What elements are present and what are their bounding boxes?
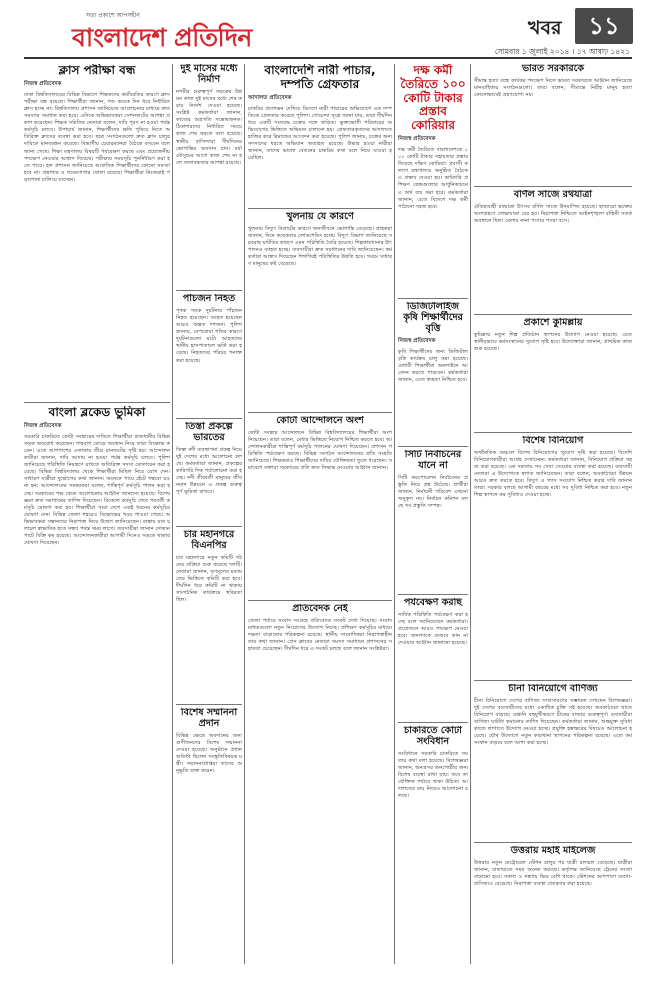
article — [474, 190, 632, 310]
article-headline: বিশেষ সম্মাননা প্রদান — [180, 708, 238, 729]
article-headline: দুই মাসের মধ্যে নির্মাণ — [180, 64, 238, 85]
article-body: সীমান্ত হত্যা বন্ধে কার্যকর পদক্ষেপ নিতে ভারত সরকারকে আহ্বান জানিয়েছে মানবাধিকার সংগঠনগুলো। তারা বলেন, সীমান্তে নিরীহ মানুষ হত্যা কোনোভাবেই গ্রহণযোগ্য নয়। — [474, 77, 632, 99]
article — [398, 450, 468, 590]
article-body: খুলনায় বিদ্যুৎ বিভ্রাটের কারণে জনজীবনে ভোগান্তি বেড়েছে। গ্রাহকরা জানান, দিনে কয়েকবার লোডশেডিং হচ্ছে। বিদ্যুৎ বিভাগ জানিয়েছে সরবরাহ ঘাটতির কারণে এমন পরিস্থিতি তৈরি হয়েছে। শিল্পকারখানার উৎপাদনও ব্যাহত হচ্ছে। ব্যবসায়ীরা দ্রুত সমাধানের দাবি জানিয়েছেন। কর্মকর্তারা আশ্বাস দিয়েছেন শিগগিরই পরিস্থিতির উন্নতি হবে। গরমে সাধারণ মানুষের কষ্ট বেড়েছে। — [248, 225, 392, 268]
article-body: ঐতিহ্যবাহী রথযাত্রা উৎসব বর্ণিল সাজে উদযাপিত হয়েছে। হাজারো ভক্তের অংশগ্রহণে শোভাযাত্রা বের হয়। নিরাপত্তা নিশ্চিতে আইনশৃঙ্খলা বাহিনী সতর্ক অবস্থানে ছিল। মেলায় নানা পণ্যের পসরা বসে। — [474, 203, 632, 225]
article — [248, 604, 392, 966]
article-divider — [176, 418, 242, 419]
article-divider — [474, 842, 632, 843]
article-headline: উত্তরায় মহাই মাইলেজ — [510, 846, 596, 856]
article-divider — [176, 704, 242, 705]
article-body: চাকরির প্রলোভন দেখিয়ে বিদেশে নারী পাচারের অভিযোগে এক দম্পতিকে গ্রেফতার করেছে পুলিশ। গোয়েন্দা সূত্রে জানা যায়, তারা দীর্ঘদিন ধরে একটি সংঘবদ্ধ চক্রের সঙ্গে জড়িত। ভুক্তভোগী পরিবারের অভিযোগের ভিত্তিতে অভিযান চালানো হয়। গ্রেফতারকৃতদের আদালতে হাজির করে রিমান্ডের আবেদন করা হয়েছে। পুলিশ জানায়, চক্রের অন্য সদস্যদের ধরতে অভিযান অব্যাহত রয়েছে। উদ্ধার হওয়া নারীরা জানান, তাদের ভালো বেতনের চাকরির কথা বলে নিয়ে যাওয়া হয়েছিল। — [248, 105, 392, 162]
article — [474, 684, 632, 838]
article-headline: ক্লাস পরীক্ষা বন্ধ — [58, 64, 136, 77]
article-body: সার্বিক পরিস্থিতি পর্যবেক্ষণ করা হচ্ছে বলে জানিয়েছেন কর্মকর্তারা। প্রয়োজনে আরও পদক্ষেপ নেওয়া হবে। জনগণকে গুজবে কান না দেওয়ার আহ্বান জানানো হয়েছে। — [398, 611, 468, 647]
date-line: সোমবার ১ জুলাই ২০১৪ । ১৭ আষাঢ় ১৪২১ — [494, 47, 630, 56]
article-divider — [248, 208, 392, 209]
article-divider — [474, 314, 632, 315]
article-headline: দক্ষ কর্মী তৈরিতে ১০০ কোটি টাকার প্রস্তাব কোরিয়ার — [400, 64, 466, 133]
logo-tagline: সত্য প্রকাশে আপসহীন — [86, 12, 140, 19]
article-byline: নিজস্ব প্রতিবেদক — [398, 337, 436, 344]
article — [398, 726, 468, 966]
article — [176, 294, 242, 414]
article-body: কোটা সংস্কার আন্দোলনে বিভিন্ন বিশ্ববিদ্যালয়ের শিক্ষার্থীরা অংশ নিয়েছেন। তারা বলেন, মেধার ভিত্তিতে নিয়োগ নিশ্চিত করতে হবে। আন্দোলনকারীরা শান্তিপূর্ণ কর্মসূচি পালনের ঘোষণা দিয়েছেন। প্রশাসন পরিস্থিতি পর্যবেক্ষণ করছে। বিভিন্ন সংগঠন আন্দোলনের প্রতি সংহতি জানিয়েছে। শিক্ষকরাও শিক্ষার্থীদের দাবির যৌক্তিকতা তুলে ধরেছেন। সমাবেশে বক্তারা সরকারের প্রতি দ্রুত সিদ্ধান্ত নেওয়ার আহ্বান জানান। — [248, 429, 392, 472]
column-rule — [172, 64, 173, 964]
article-divider — [474, 432, 632, 433]
section-label: খবর — [528, 17, 562, 39]
article — [176, 422, 242, 522]
logo-text: বাংলাদেশ প্রতিদিন — [72, 23, 252, 52]
article-headline: বিশেষ বিনিয়োগ — [522, 436, 584, 446]
article-body: কুমিল্লায় নতুন শিল্প প্রতিষ্ঠান স্থাপনের উদ্যোগ নেওয়া হয়েছে। এতে স্থানীয়ভাবে কর্মসংস্থানের সুযোগ সৃষ্টি হবে। উদ্যোক্তারা জানান, প্রাথমিক কাজ শুরু হয়েছে। — [474, 331, 632, 353]
article-headline: বাংলা ব্লকেড ভুমিকা — [48, 406, 146, 419]
article-body: কৃষি শিক্ষার্থীদের জন্য ডিজিটাল বৃত্তি কার্যক্রম চালু করা হয়েছে। মেধাবী শিক্ষার্থীরা অনলাইনে আবেদন করতে পারবেন। কর্মকর্তারা জানান, এতে স্বচ্ছতা নিশ্চিত হবে। — [398, 348, 468, 384]
article-headline: প্রতিবেদক নেই — [292, 604, 348, 614]
column-rule — [470, 64, 471, 964]
article-headline: বাংলাদেশি নারী পাচার, দম্পতি গ্রেফতার — [264, 64, 376, 91]
article — [176, 530, 242, 700]
article-divider — [176, 526, 242, 527]
article — [474, 318, 632, 428]
article-byline: নিজস্ব প্রতিবেদক — [24, 80, 62, 87]
article-headline: বর্ণিল সাজে রথযাত্রা — [513, 190, 593, 200]
article-body: চার মহানগরে নতুন কমিটি গঠনের প্রক্রিয়া শুরু করেছে দলটি। নেতারা জানান, তৃণমূলের মতামতের ভিত্তিতে কমিটি করা হবে। দীর্ঘদিন ধরে কমিটি না থাকায় সাংগঠনিক কার্যক্রমে স্থবিরতা ছিল। — [176, 554, 242, 604]
article-divider — [248, 412, 392, 413]
article-divider — [474, 186, 632, 187]
article — [398, 302, 468, 442]
article — [248, 64, 392, 204]
article — [248, 416, 392, 596]
article-headline: প্রকাশে কুমিল্লায় — [523, 318, 583, 328]
article — [474, 436, 632, 676]
logo — [72, 10, 252, 52]
masthead — [0, 0, 650, 58]
article-headline: পাঁচজন নিহত — [182, 294, 236, 304]
article-body: বিভিন্ন ক্ষেত্রে অবদানের জন্য গুণীজনদের বিশেষ সম্মাননা দেওয়া হয়েছে। অনুষ্ঠানে প্রধান অতিথি ছিলেন সংস্কৃতিবিষয়ক মন্ত্রী। সম্মাননাপ্রাপ্তরা তাদের অনুভূতি ব্যক্ত করেন। — [176, 732, 242, 775]
article — [398, 64, 468, 254]
article-body: অর্থনৈতিক অঞ্চলে বিশেষ বিনিয়োগের সুযোগ সৃষ্টি করা হয়েছে। বিদেশি বিনিয়োগকারীরা আগ্রহ দেখাচ্ছেন। কর্মকর্তারা জানান, বিনিয়োগ প্রক্রিয়া সহজ করা হয়েছে। এক দরজায় সব সেবা দেওয়ার ব্যবস্থা করা হয়েছে। ব্যবসায়ী নেতারা এ উদ্যোগকে স্বাগত জানিয়েছেন। তারা বলেন, অবকাঠামো উন্নয়ন আরও দ্রুত করতে হবে। বিদ্যুৎ ও গ্যাস সংযোগ নিশ্চিত করার দাবি জানান তারা। সরকার বলছে আগামী বছরের মধ্যে সব সুবিধা নিশ্চিত করা হবে। নতুন শিল্প স্থাপনে কর সুবিধাও দেওয়া হচ্ছে। — [474, 449, 632, 499]
article-divider — [398, 446, 468, 447]
article-body: উত্তরায় নতুন মেট্রোরেল স্টেশন চালুর পর যাত্রী চলাচল বেড়েছে। যাত্রীরা জানান, যাতায়াতে সময় অনেক কমেছে। কর্তৃপক্ষ জানিয়েছে ট্রেনের সংখ্যা বাড়ানো হবে। সকাল ও সন্ধ্যায় ভিড় বেশি থাকে। স্টেশনের আশপাশে ব্যবসা-বাণিজ্যও বেড়েছে। নিরাপত্তা ব্যবস্থা জোরদার করা হয়েছে। — [474, 859, 632, 888]
masthead-rule — [24, 57, 632, 59]
article-headline: তিস্তা প্রকল্পে ভারতের — [185, 422, 233, 443]
article-body: তিস্তা নদী ব্যবস্থাপনা প্রকল্প নিয়ে দুই দেশের মধ্যে আলোচনা চলছে। কর্মকর্তারা জানান, প্রকল্পের কারিগরি দিক পর্যালোচনা করা হচ্ছে। নদী তীরবর্তী মানুষের জীবনমান উন্নয়নে এ প্রকল্প গুরুত্বপূর্ণ ভূমিকা রাখবে। — [176, 446, 242, 496]
article-body: সিটি করপোরেশন নির্বাচনের প্রস্তুতি নিয়ে প্রশ্ন উঠেছে। প্রার্থীরা জানান, নির্বাচনী পরিবেশ এখনো অনুকূল নয়। নির্বাচন কমিশন বলছে সব প্রস্তুতি সম্পন্ন। — [398, 474, 468, 510]
article-headline: চার মহানগরে বিএনপির — [183, 530, 235, 551]
article — [24, 64, 170, 396]
column-rule — [244, 64, 245, 964]
column-rule — [394, 64, 395, 964]
article-body: সংবিধানে সরকারি চাকরিতে সমতার কথা বলা হয়েছে। বিশেষজ্ঞরা জানান, অনগ্রসর জনগোষ্ঠীর জন্য বিশেষ ব্যবস্থা রাখা যায়। তবে তা যৌক্তিক পর্যায়ে থাকা উচিত। আদালতের রায় নিয়েও আলোচনা চলছে। — [398, 750, 468, 800]
article-headline: ডিজিটালাইজ কৃষি শিক্ষার্থীদের বৃত্তি — [403, 302, 463, 334]
article-body: জেলা পর্যায়ে সংবাদ সংগ্রহে প্রতিবেদক সংকট দেখা দিয়েছে। সংবাদমাধ্যমগুলো নতুন নিয়োগের উদ্যোগ নিচ্ছে। প্রশিক্ষণ কর্মসূচির মাধ্যমে দক্ষতা বাড়ানোর পরিকল্পনা রয়েছে। স্থানীয় সাংবাদিকরা নিরাপত্তাহীনতার কথা জানান। প্রেস ক্লাবের নেতারা সমস্যা সমাধানে প্রশাসনের সহায়তা চেয়েছেন। দীর্ঘদিন ধরে এ সংকট চলছে বলে জানান সংশ্লিষ্টরা। — [248, 617, 392, 653]
article-divider — [398, 722, 468, 723]
article-body: চীনা বিনিয়োগে দেশের বাণিজ্য সম্প্রসারণের সম্ভাবনা দেখছেন বিশেষজ্ঞরা। দুই দেশের ব্যবসায়ীদের মধ্যে একাধিক চুক্তি সই হয়েছে। অবকাঠামো খাতে বিনিয়োগ বাড়ছে। রপ্তানি বহুমুখীকরণে চীনের বাজার গুরুত্বপূর্ণ। ব্যবসায়ীরা বাণিজ্য ঘাটতি কমানোর তাগিদ দিয়েছেন। কর্মকর্তারা জানান, শুল্কমুক্ত সুবিধা কাজে লাগাতে উদ্যোগ নেওয়া হচ্ছে। প্রযুক্তি হস্তান্তরের বিষয়েও আলোচনা হয়েছে। যৌথ উদ্যোগে নতুন কারখানা স্থাপনের পরিকল্পনা রয়েছে। এতে কর্মসংস্থান বাড়বে বলে আশা করা হচ্ছে। — [474, 697, 632, 747]
article-divider — [24, 402, 170, 403]
article-body: নগরীর গুরুত্বপূর্ণ সড়কের উন্নয়ন কাজ দুই মাসের মধ্যে শেষ করার নির্দেশ দেওয়া হয়েছে। সংশ্লিষ্ট কর্মকর্তারা জানান, কাজের অগ্রগতি সন্তোষজনক। ঠিকাদারদের নির্ধারিত সময়ে কাজ শেষ করতে বলা হয়েছে। স্থানীয় বাসিন্দারা দীর্ঘদিনের ভোগান্তির অবসান চান। বর্ষা মৌসুমের আগে কাজ শেষ না হলে জলাবদ্ধতার আশঙ্কা রয়েছে। — [176, 88, 242, 166]
article-divider — [398, 594, 468, 595]
article — [398, 598, 468, 718]
article-byline: নিজস্ব প্রতিবেদক — [398, 135, 436, 142]
article-headline: ভারত সরকারকে — [521, 64, 585, 74]
article-byline: নিজস্ব প্রতিবেদক — [24, 422, 62, 429]
article-byline: আদালত প্রতিবেদক — [248, 94, 292, 101]
article-headline: চীনা বিনিয়োগে বাণিজ্য — [508, 684, 598, 694]
article-headline: সিটি নির্বাচনের যানে না — [404, 450, 462, 471]
page-number-badge: ১১ — [575, 8, 633, 44]
article — [24, 406, 170, 966]
article — [176, 64, 242, 286]
article-divider — [398, 298, 468, 299]
article — [176, 708, 242, 966]
article-body: ঢাকা বিশ্ববিদ্যালয়ের বিভিন্ন বিভাগে শিক্ষকদের কর্মবিরতির কারণে ক্লাস পরীক্ষা বন্ধ রয়েছে। শিক্ষার্থীরা জানান, গত কয়েক দিন ধরে নির্ধারিত ক্লাস হচ্ছে না। বিশ্ববিদ্যালয় প্রশাসন জানিয়েছে আলোচনার মাধ্যমে দ্রুত সমস্যার সমাধান করা হবে। এদিকে অভিভাবকরা সেশনজটের আশঙ্কা প্রকাশ করেছেন। শিক্ষক সমিতির নেতারা বলেন, দাবি পূরণ না হওয়া পর্যন্ত কর্মসূচি চলবে। উপাচার্য জানান, শিক্ষার্থীদের ক্ষতি পুষিয়ে নিতে অতিরিক্ত ক্লাসের ব্যবস্থা করা হবে। ছাত্র সংগঠনগুলো দ্রুত ক্লাস চালুর দাবিতে মানববন্ধন করেছে। বিভাগীয় চেয়ারম্যানরা বৈঠকে বসবেন বলে জানা গেছে। শিক্ষা মন্ত্রণালয় বিষয়টি পর্যবেক্ষণ করছে এবং প্রয়োজনীয় পদক্ষেপ নেওয়ার আশ্বাস দিয়েছে। পরীক্ষার সময়সূচি পুনর্নির্ধারণ করা হতে পারে। হল প্রশাসন জানিয়েছে আবাসিক শিক্ষার্থীদের কোনো সমস্যা হবে না। গ্রন্থাগার ও গবেষণাগার খোলা রয়েছে। শিক্ষার্থীরা নিজেরাই পড়াশোনা চালিয়ে যাচ্ছেন। — [24, 91, 170, 183]
article-body: পৃথক সড়ক দুর্ঘটনায় পাঁচজন নিহত হয়েছেন। আহত হয়েছেন আরও অন্তত দশজন। পুলিশ জানায়, বেপরোয়া গতির কারণে দুর্ঘটনাগুলো ঘটে। আহতদের স্থানীয় হাসপাতালে ভর্তি করা হয়েছে। নিহতদের পরিচয় শনাক্ত করা হয়েছে। — [176, 307, 242, 364]
article-divider — [248, 600, 392, 601]
article-body: সরকারি চাকরিতে কোটা সংস্কারের দাবিতে শিক্ষার্থীরা রাজধানীর বিভিন্ন সড়ক অবরোধ করেছেন। শাহবাগ মোড়ে অবস্থান নিয়ে তারা বিক্ষোভ করেন। এতে আশপাশের এলাকায় তীব্র যানজটের সৃষ্টি হয়। আন্দোলনকারীরা জানান, দাবি আদায় না হওয়া পর্যন্ত কর্মসূচি চলবে। পুলিশ জানিয়েছে পরিস্থিতি নিয়ন্ত্রণে রাখতে অতিরিক্ত সদস্য মোতায়েন করা হয়েছে। বিভিন্ন বিশ্ববিদ্যালয় থেকে শিক্ষার্থীরা মিছিল নিয়ে যোগ দেন। সাধারণ যাত্রীরা দুর্ভোগের কথা জানান। অনেকে পায়ে হেঁটে গন্তব্যে রওনা হন। আন্দোলনের সমন্বয়করা বলেন, শান্তিপূর্ণ কর্মসূচি পালন করা হচ্ছে। সরকারের পক্ষ থেকে আলোচনার আহ্বান জানানো হয়েছে। বিশেষজ্ঞরা দ্রুত সমাধানের তাগিদ দিয়েছেন। বিকেলে কর্মসূচি শেষে পরবর্তী কর্মসূচি ঘোষণা করা হয়। শিক্ষার্থীরা সারা দেশে একই ধরনের কর্মসূচির ঘোষণা দেন। বিভিন্ন জেলা শহরেও বিক্ষোভের খবর পাওয়া গেছে। অভিভাবকরা সন্তানদের নিরাপত্তা নিয়ে উদ্বেগ জানিয়েছেন। রাস্তায় যান চলাচল স্বাভাবিক হতে সন্ধ্যা পর্যন্ত সময় লাগে। ব্যবসায়ীরা জানান দোকানপাটে বিক্রি কম হয়েছে। আন্দোলনকারীরা আগামী দিনেও সড়কে থাকার ঘোষণা দিয়েছেন। — [24, 433, 170, 547]
article-headline: চাকরিতে কোটা সংবিধান — [404, 726, 462, 747]
article-divider — [176, 290, 242, 291]
article — [248, 212, 392, 408]
article-divider — [474, 680, 632, 681]
article-headline: পর্যবেক্ষণ করছি — [403, 598, 463, 608]
article-headline: খুলনায় যে কারণে — [286, 212, 354, 222]
article-headline: কোটা আন্দোলনে অংশ — [276, 416, 364, 426]
article — [474, 846, 632, 966]
article-body: দক্ষ কর্মী তৈরিতে বাংলাদেশকে ১০০ কোটি টাকার সহায়তার প্রস্তাব দিয়েছে দক্ষিণ কোরিয়া। প্রবাসী কল্যাণ মন্ত্রণালয়ে অনুষ্ঠিত বৈঠকে এ প্রস্তাব দেওয়া হয়। কারিগরি প্রশিক্ষণ কেন্দ্রগুলোর আধুনিকায়নে এ অর্থ ব্যয় করা হবে। কর্মকর্তারা জানান, এতে বিদেশে দক্ষ কর্মী পাঠানো সহজ হবে। — [398, 146, 468, 210]
article — [474, 64, 632, 182]
